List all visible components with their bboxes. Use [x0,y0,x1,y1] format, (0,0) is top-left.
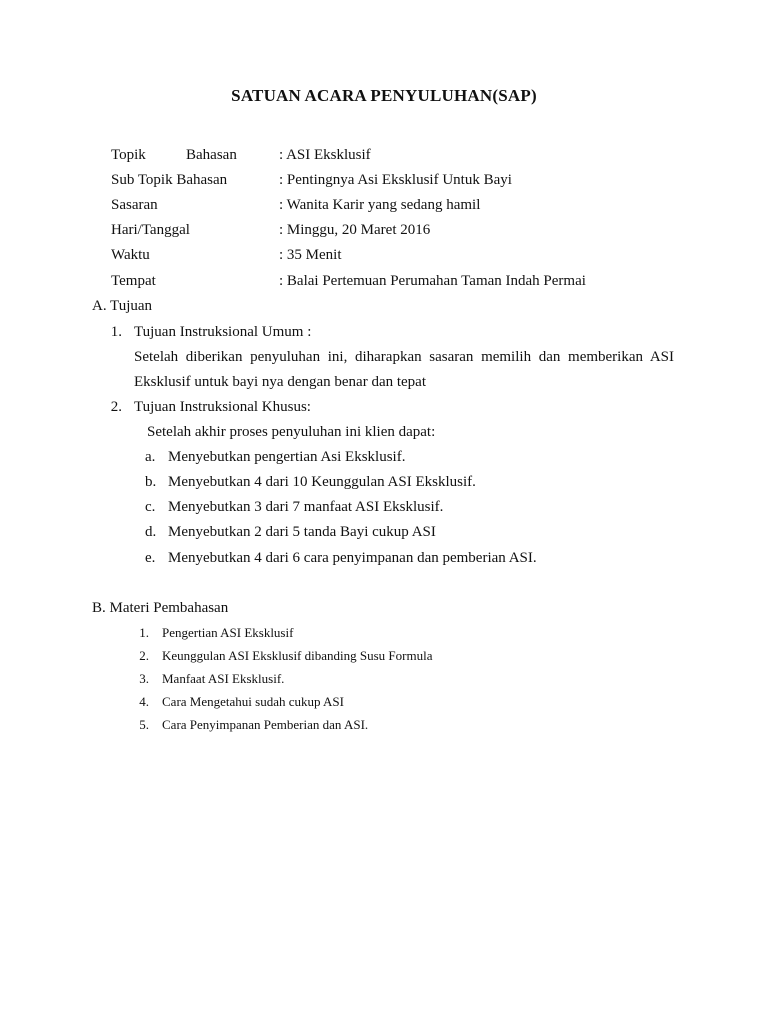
objective-specific-intro: Setelah akhir proses penyuluhan ini klien dapat: [147,424,436,440]
meta-label: Tempat [111,273,156,289]
meta-value: : Wanita Karir yang sedang hamil [279,197,481,213]
sub-item-text: Menyebutkan 2 dari 5 tanda Bayi cukup ASI [168,524,436,540]
sub-item-letter: e. [145,550,156,566]
meta-label-secondary: Bahasan [186,147,237,163]
meta-value: : Pentingnya Asi Eksklusif Untuk Bayi [279,172,512,188]
objective-general-text-line2: Eksklusif untuk bayi nya dengan benar dan tepat [134,374,427,390]
sub-item-letter: d. [145,524,157,540]
objective-specific-title: Tujuan Instruksional Khusus: [134,399,311,415]
section-a-heading: A. Tujuan [92,298,153,314]
list-number: 2. [110,399,122,415]
sub-item-letter: c. [145,499,156,515]
meta-label: Hari/Tanggal [111,222,190,238]
materi-item-text: Cara Penyimpanan Pemberian dan ASI. [162,717,369,732]
document-title: SATUAN ACARA PENYULUHAN(SAP) [231,86,537,105]
meta-label: Topik [111,147,146,163]
meta-label: Waktu [111,247,150,263]
list-number: 3. [139,671,149,686]
list-number: 1. [110,324,122,340]
meta-label: Sasaran [111,197,158,213]
list-number: 2. [139,648,149,663]
materi-item-text: Pengertian ASI Eksklusif [162,625,294,640]
list-number: 4. [139,694,149,709]
meta-value: : Balai Pertemuan Perumahan Taman Indah Permai [279,273,586,289]
list-number: 1. [139,625,149,640]
sub-item-letter: a. [145,449,156,465]
objective-general-text-line1: Setelah diberikan penyuluhan ini, diharapkan sasaran memilih dan memberikan ASI [134,349,674,365]
sub-item-text: Menyebutkan 4 dari 10 Keunggulan ASI Eksklusif. [168,474,476,490]
meta-label: Sub Topik Bahasan [111,172,228,188]
meta-value: : 35 Menit [279,247,342,263]
sub-item-text: Menyebutkan pengertian Asi Eksklusif. [168,449,406,465]
meta-value: : Minggu, 20 Maret 2016 [279,222,431,238]
objective-general-title: Tujuan Instruksional Umum : [134,324,312,340]
meta-value: : ASI Eksklusif [279,147,371,163]
materi-item-text: Keunggulan ASI Eksklusif dibanding Susu Formula [162,648,433,663]
sub-item-letter: b. [145,474,157,490]
sub-item-text: Menyebutkan 4 dari 6 cara penyimpanan dan pemberian ASI. [168,550,537,566]
section-b-heading: B. Materi Pembahasan [92,600,229,616]
sub-item-text: Menyebutkan 3 dari 7 manfaat ASI Eksklusif. [168,499,444,515]
list-number: 5. [139,717,149,732]
materi-item-text: Cara Mengetahui sudah cukup ASI [162,694,344,709]
materi-item-text: Manfaat ASI Eksklusif. [162,671,285,686]
